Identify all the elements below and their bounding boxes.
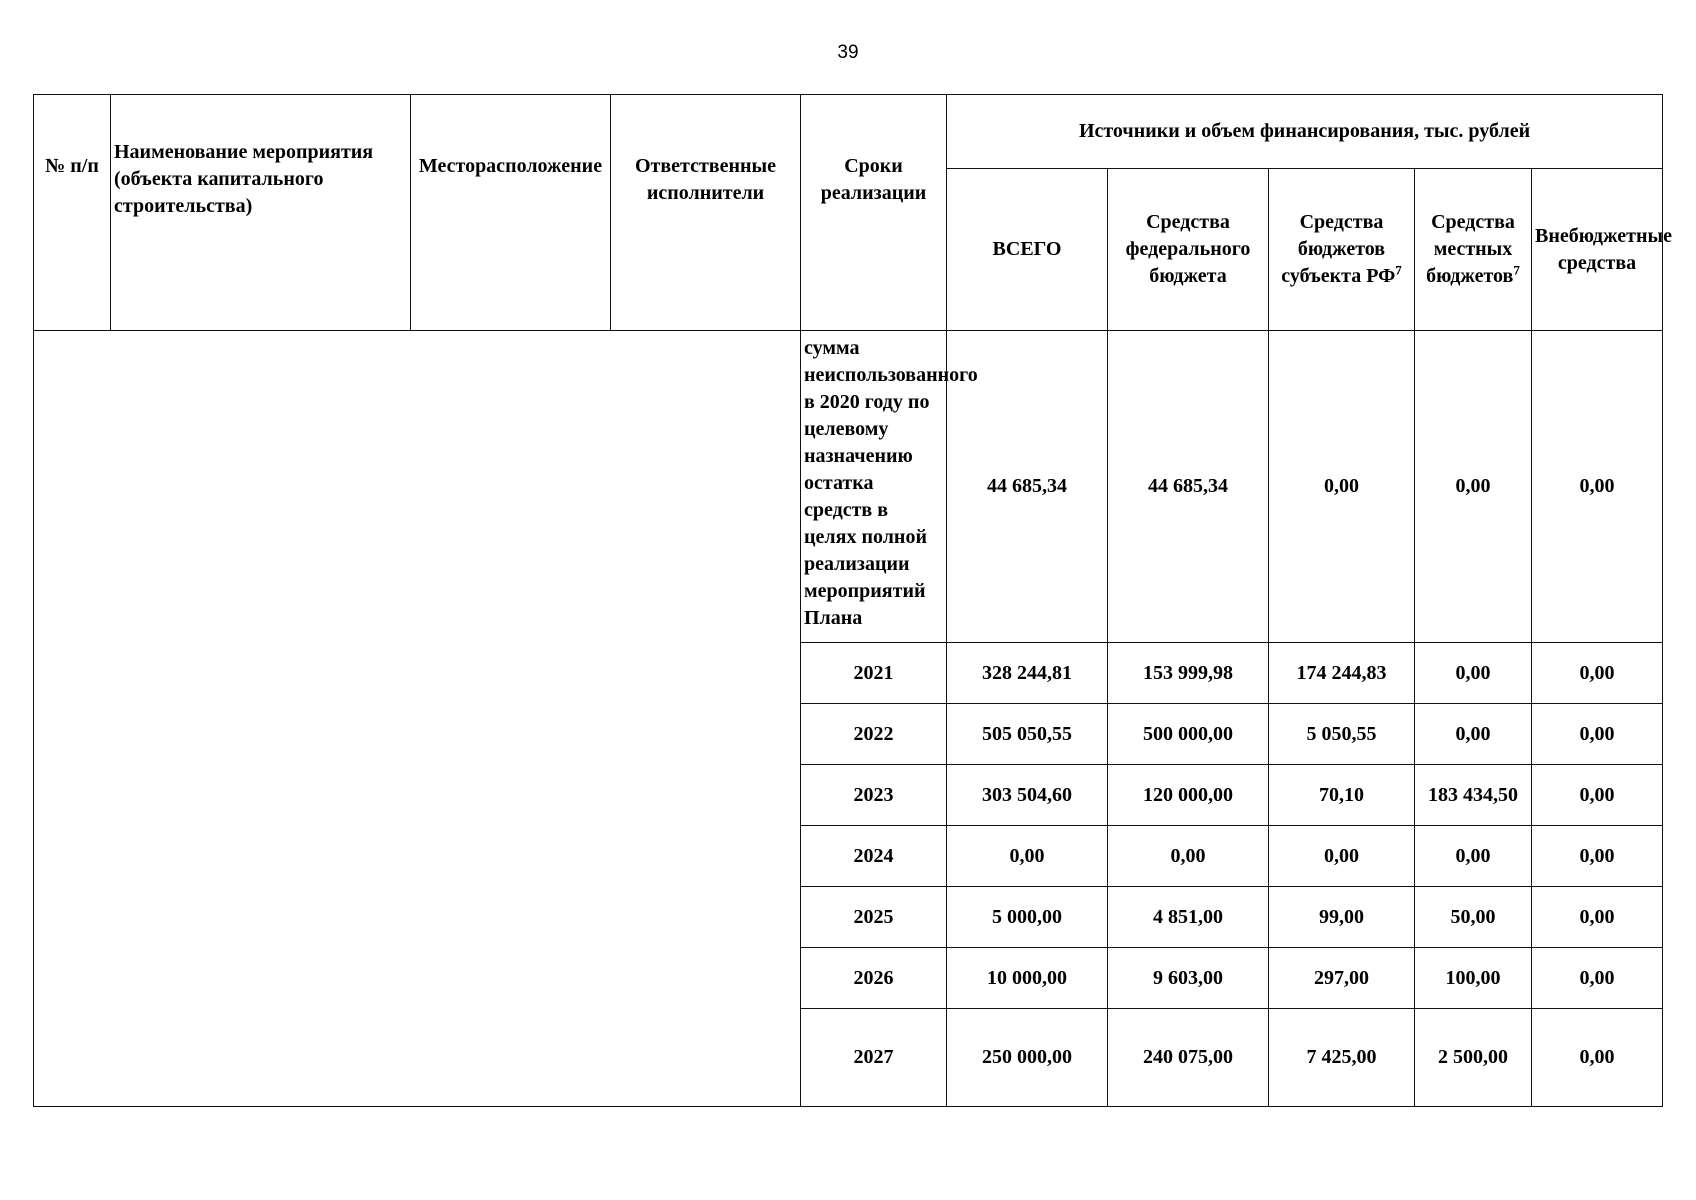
extra-cell: 0,00 — [1532, 643, 1663, 704]
header-financing: Источники и объем финансирования, тыс. рублей — [947, 95, 1663, 169]
total-cell: 250 000,00 — [947, 1009, 1108, 1107]
total-cell: 328 244,81 — [947, 643, 1108, 704]
local-cell: 183 434,50 — [1415, 765, 1532, 826]
regional-cell: 0,00 — [1269, 331, 1415, 643]
header-total: ВСЕГО — [947, 169, 1108, 331]
header-num: № п/п — [34, 95, 111, 331]
period-cell: 2024 — [801, 826, 947, 887]
regional-cell: 99,00 — [1269, 887, 1415, 948]
period-cell: 2021 — [801, 643, 947, 704]
federal-cell: 120 000,00 — [1108, 765, 1269, 826]
header-name: Наименование мероприятия (объекта капитального строительства) — [111, 95, 411, 331]
local-cell: 50,00 — [1415, 887, 1532, 948]
period-cell: 2023 — [801, 765, 947, 826]
local-cell: 100,00 — [1415, 948, 1532, 1009]
federal-cell: 9 603,00 — [1108, 948, 1269, 1009]
local-cell: 2 500,00 — [1415, 1009, 1532, 1107]
federal-cell: 240 075,00 — [1108, 1009, 1269, 1107]
total-cell: 10 000,00 — [947, 948, 1108, 1009]
total-cell: 5 000,00 — [947, 887, 1108, 948]
federal-cell: 153 999,98 — [1108, 643, 1269, 704]
total-cell: 44 685,34 — [947, 331, 1108, 643]
merged-empty-cell — [34, 331, 801, 1107]
header-responsible: Ответственные исполнители — [611, 95, 801, 331]
extra-cell: 0,00 — [1532, 704, 1663, 765]
period-cell: 2022 — [801, 704, 947, 765]
federal-cell: 4 851,00 — [1108, 887, 1269, 948]
extra-cell: 0,00 — [1532, 948, 1663, 1009]
total-cell: 0,00 — [947, 826, 1108, 887]
period-cell: 2027 — [801, 1009, 947, 1107]
extra-cell: 0,00 — [1532, 826, 1663, 887]
total-cell: 303 504,60 — [947, 765, 1108, 826]
local-cell: 0,00 — [1415, 704, 1532, 765]
period-cell: сумма неиспользованного в 2020 году по целевому назначению остатка средств в целях полной реализации мероприятий Плана — [801, 331, 947, 643]
total-cell: 505 050,55 — [947, 704, 1108, 765]
header-federal: Средства федерального бюджета — [1108, 169, 1269, 331]
regional-cell: 7 425,00 — [1269, 1009, 1415, 1107]
regional-cell: 0,00 — [1269, 826, 1415, 887]
header-regional-label: Средства бюджетов субъекта РФ — [1281, 211, 1396, 287]
local-cell: 0,00 — [1415, 826, 1532, 887]
extra-cell: 0,00 — [1532, 331, 1663, 643]
regional-cell: 297,00 — [1269, 948, 1415, 1009]
header-period: Сроки реализации — [801, 95, 947, 331]
header-local-label: Средства местных бюджетов — [1426, 211, 1515, 287]
regional-cell: 174 244,83 — [1269, 643, 1415, 704]
extra-cell: 0,00 — [1532, 1009, 1663, 1107]
regional-cell: 70,10 — [1269, 765, 1415, 826]
table-row — [34, 331, 1663, 643]
regional-cell: 5 050,55 — [1269, 704, 1415, 765]
extra-cell: 0,00 — [1532, 765, 1663, 826]
header-extra: Внебюджетные средства — [1532, 169, 1663, 331]
header-local — [1415, 169, 1532, 331]
financing-table — [33, 94, 1672, 1107]
period-cell: 2026 — [801, 948, 947, 1009]
federal-cell: 44 685,34 — [1108, 331, 1269, 643]
local-cell: 0,00 — [1415, 331, 1532, 643]
footnote-mark: 7 — [1395, 262, 1402, 278]
federal-cell: 0,00 — [1108, 826, 1269, 887]
header-location: Месторасположение — [411, 95, 611, 331]
local-cell: 0,00 — [1415, 643, 1532, 704]
header-regional — [1269, 169, 1415, 331]
extra-cell: 0,00 — [1532, 887, 1663, 948]
period-cell: 2025 — [801, 887, 947, 948]
footnote-mark: 7 — [1513, 262, 1520, 278]
page-number: 39 — [837, 42, 859, 63]
federal-cell: 500 000,00 — [1108, 704, 1269, 765]
